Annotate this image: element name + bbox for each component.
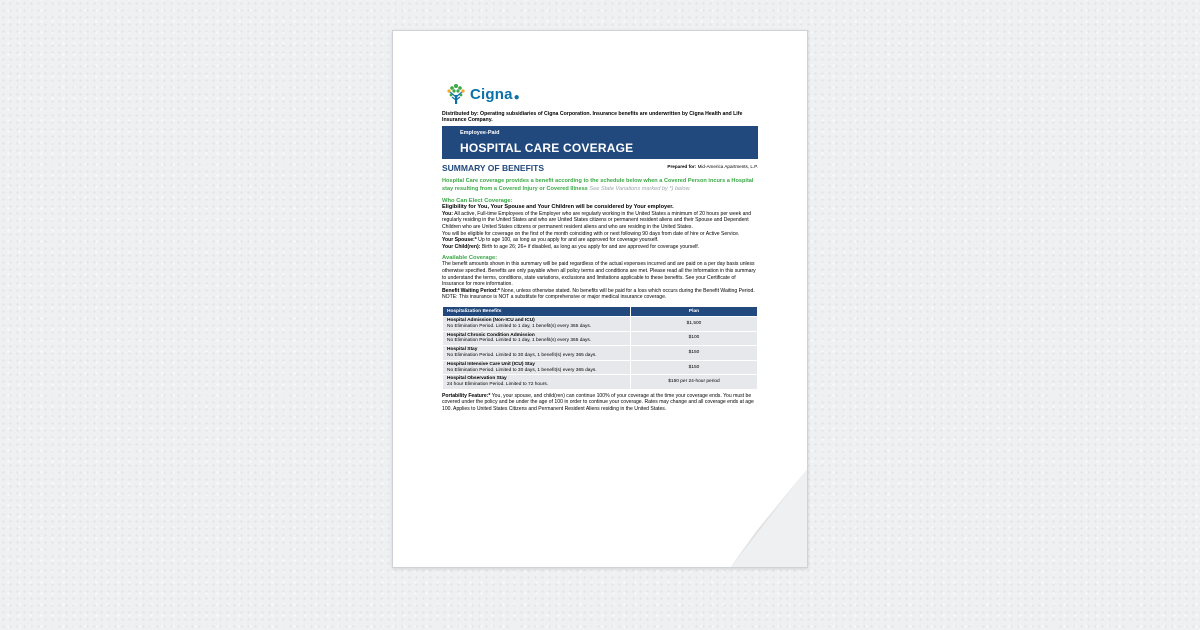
benefit-cell: [443, 332, 630, 346]
title-banner: [442, 126, 758, 159]
benefit-name: Hospital Intensive Care Unit (ICU) Stay: [447, 361, 535, 367]
benefit-cell: [443, 346, 630, 360]
waiting-period-text: None, unless otherwise stated. No benefits will be paid for a loss which occurs during the Benefit Waiting Period.: [501, 287, 755, 294]
waiting-period-label: Benefit Waiting Period:*: [442, 287, 500, 294]
spouse-paragraph: [442, 237, 758, 244]
benefit-cell: [443, 361, 630, 375]
benefit-name: Hospital Stay: [447, 347, 478, 353]
spouse-text: Up to age 100, as long as you apply for and are approved for coverage yourself.: [478, 237, 659, 244]
benefit-name: Hospital Chronic Condition Admission: [447, 332, 535, 338]
available-coverage-heading: Available Coverage:: [442, 255, 498, 262]
benefit-name: Hospital Observation Stay: [447, 376, 507, 382]
intro-note: See State Variations marked by *) below.: [589, 185, 691, 192]
plan-value: $150: [631, 346, 757, 360]
you-text: All active, Full-time Employees of the Employer who are regularly working in the United States a minimum of 20 hours per week and regularly residing in the United States and who are United States citizens or permanent resident aliens and their Spouse and Dependent Children who are United States citizens or permanent resident aliens and who are residing in the United States.: [442, 210, 752, 230]
summary-row: [442, 163, 758, 173]
benefit-detail: 24 hour Elimination Period. Limited to 72 hours.: [447, 382, 549, 388]
portability-paragraph: [442, 393, 758, 412]
column-header-plan: Plan: [631, 307, 757, 316]
intro-paragraph: [442, 178, 758, 192]
portability-text: You, your spouse, and child(ren) can continue 100% of your coverage at the time your coverage ends. You must be covered under the policy and be under the age of 100 in order to continue your coverage. Rates may change and all coverage ends at age 100. Applies to United States Citizens and Permanent Resident Aliens residing in the United States.: [442, 392, 754, 412]
eligible-text: You will be eligible for coverage on the first of the month coinciding with or next following 90 days from date of hire or Active Service.: [442, 230, 740, 237]
benefit-cell: [443, 375, 630, 389]
tree-of-life-icon: [444, 82, 468, 106]
banner-title: HOSPITAL CARE COVERAGE: [460, 141, 634, 156]
plan-value: $150: [631, 361, 757, 375]
document-content: [442, 79, 758, 412]
table-header-row: [443, 307, 757, 316]
cigna-logo: [444, 79, 758, 109]
children-label: Your Child(ren):: [442, 243, 481, 250]
table-row: [443, 346, 757, 360]
benefit-detail: No Elimination Period. Limited to 30 days, 1 benefit(s) every 365 days.: [447, 352, 597, 358]
waiting-period-paragraph: [442, 288, 758, 295]
plan-value: $150 per 24-hour period: [631, 375, 757, 389]
benefit-detail: No Elimination Period. Limited to 30 days, 1 benefit(s) every 365 days.: [447, 367, 597, 373]
summary-title: SUMMARY OF BENEFITS: [442, 163, 545, 174]
table-row: [443, 375, 757, 389]
eligibility-text: Eligibility for You, Your Spouse and Your Children will be considered by Your employer.: [442, 203, 674, 210]
who-can-elect-heading: Who Can Elect Coverage:: [442, 197, 513, 204]
benefit-detail: No Elimination Period. Limited to 1 day, 1 benefit(s) every 365 days.: [447, 338, 592, 344]
coverage-note: NOTE: This insurance is NOT a substitute for comprehensive or major medical insurance coverage.: [442, 294, 667, 301]
available-coverage-text: The benefit amounts shown in this summary will be paid regardless of the actual expenses incurred and are paid on a per day basis unless otherwise specified. Benefits are only payable when all policy terms and conditions are met. Please read all the information in this summary to understand the terms, conditions, state variations, exclusions and limitations applicable to these benefits. See your Certificate of Insurance for more information.: [442, 261, 756, 288]
distribution-text: Distributed by: Operating subsidiaries of Cigna Corporation. Insurance benefits are underwritten by Cigna Health and Life Insurance Company.: [442, 111, 743, 124]
table-row: [443, 332, 757, 346]
you-label: You:: [442, 210, 453, 217]
column-header-benefit: Hospitalization Benefits: [443, 307, 630, 316]
prepared-for-value: Mid-America Apartments, L.P.: [697, 164, 758, 170]
benefit-detail: No Elimination Period. Limited to 1 day, 1 benefit(s) every 365 days.: [447, 323, 592, 329]
table-row: [443, 361, 757, 375]
document-page: [392, 30, 808, 568]
portability-label: Portability Feature:*: [442, 392, 491, 399]
you-paragraph: [442, 211, 758, 231]
brand-name: Cigna: [470, 85, 513, 103]
banner-subtitle: Employee-Paid: [460, 130, 500, 137]
spouse-label: Your Spouse:*: [442, 237, 477, 244]
benefit-name: Hospital Admission (Non-ICU and ICU): [447, 317, 535, 323]
intro-text: Hospital Care coverage provides a benefit according to the schedule below when a Covered Person incurs a Hospital stay resulting from a Covered Injury or Covered Illness: [442, 178, 754, 192]
logo-dot: ●: [513, 91, 520, 103]
prepared-for: [667, 164, 758, 169]
benefit-cell: [443, 317, 630, 331]
plan-value: $1,500: [631, 317, 757, 331]
children-text: Birth to age 26; 26+ if disabled, as long as you apply for and are approved for coverage yourself.: [481, 243, 700, 250]
children-paragraph: [442, 244, 758, 251]
benefits-table: [442, 306, 758, 390]
table-row: [443, 317, 757, 331]
plan-value: $100: [631, 332, 757, 346]
prepared-for-label: Prepared for:: [667, 164, 697, 170]
